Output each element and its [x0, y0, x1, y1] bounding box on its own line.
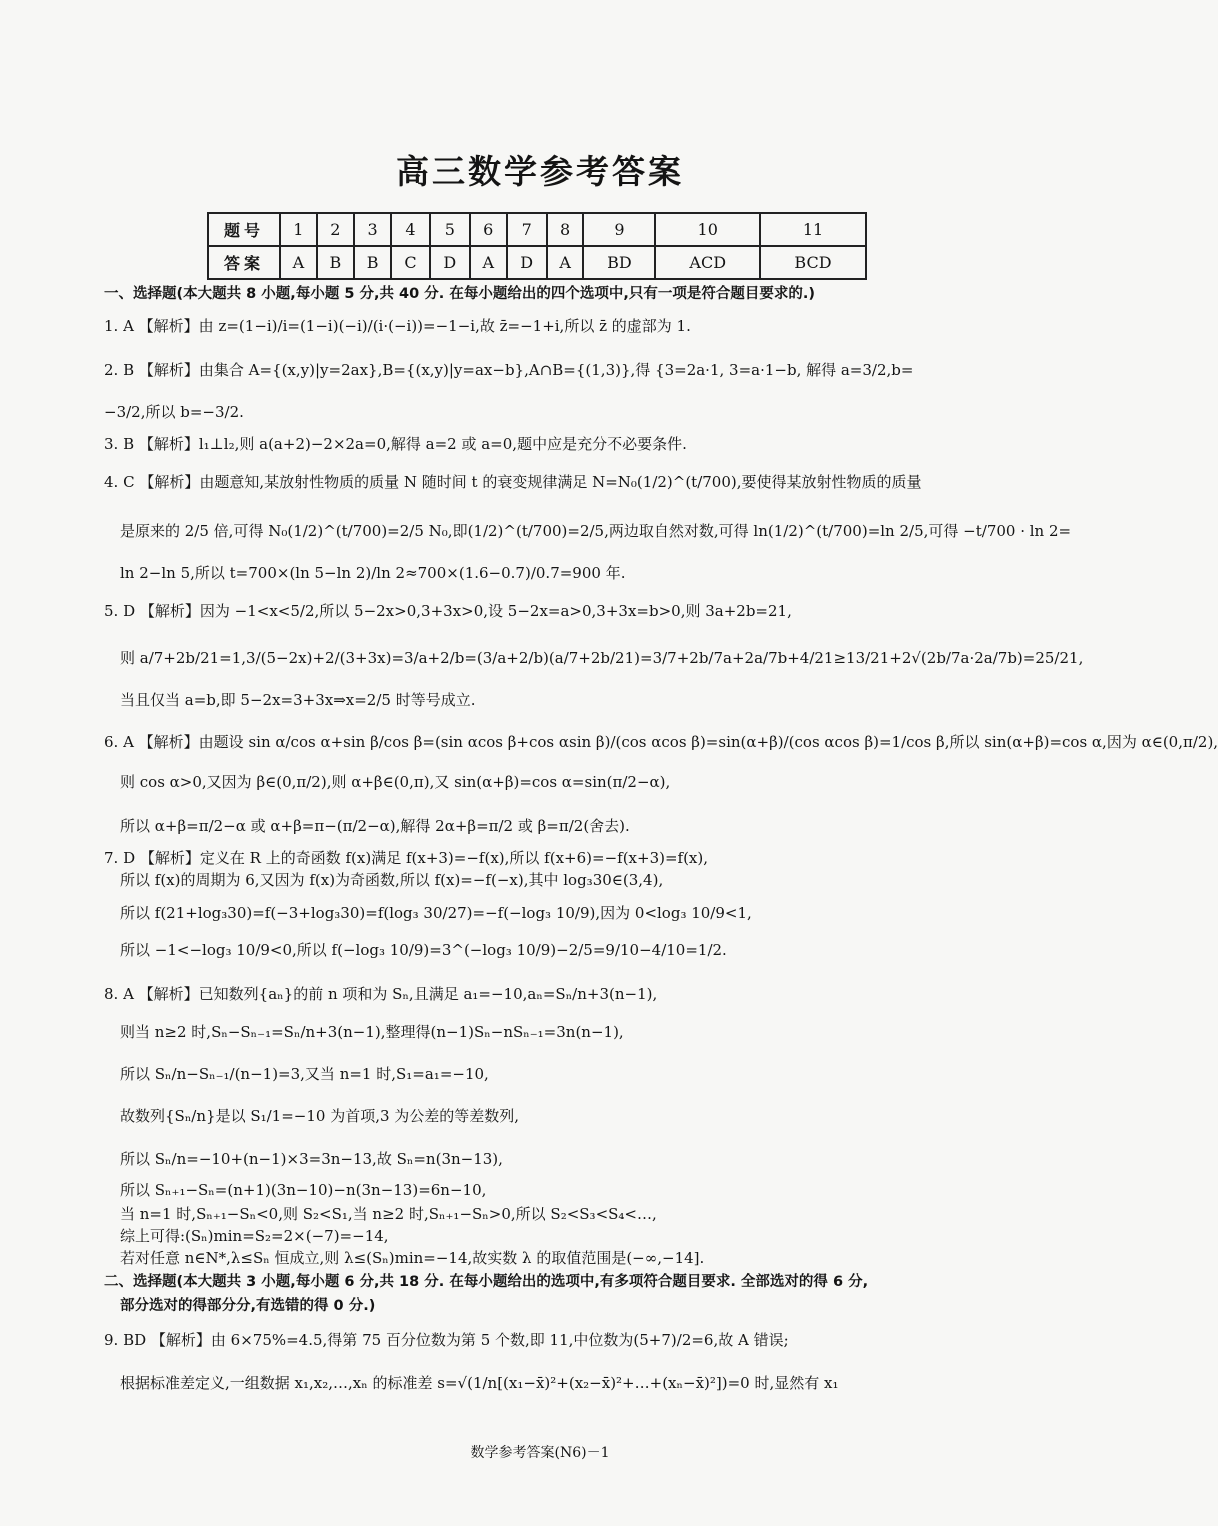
page-footer: 数学参考答案(N6)－1	[470, 1445, 610, 1461]
solution-line: 所以 f(21+log₃30)=f(−3+log₃30)=f(log₃ 30/27)=−f(−log₃ 10/9),因为 0<log₃ 10/9<1,	[120, 904, 752, 922]
question-number-header: 题号	[208, 213, 280, 246]
solution-line: 则当 n≥2 时,Sₙ−Sₙ₋₁=Sₙ/n+3(n−1),整理得(n−1)Sₙ−nSₙ₋₁=3n(n−1),	[120, 1023, 624, 1041]
question-number-cell: 11	[760, 213, 866, 246]
solution-line: 故数列{Sₙ/n}是以 S₁/1=−10 为首项,3 为公差的等差数列,	[120, 1107, 520, 1125]
solution-line: 4. C 【解析】由题意知,某放射性物质的质量 N 随时间 t 的衰变规律满足 N=N₀(1/2)^(t/700),要使得某放射性物质的质量	[104, 473, 922, 491]
section-heading-2-cont: 部分选对的得部分分,有选错的得 0 分.)	[120, 1298, 376, 1314]
solution-line: 是原来的 2/5 倍,可得 N₀(1/2)^(t/700)=2/5 N₀,即(1/2)^(t/700)=2/5,两边取自然对数,可得 ln(1/2)^(t/700)=ln 2/5,可得 −t/700 · ln 2=	[120, 522, 1072, 540]
solution-line: 若对任意 n∈N*,λ≤Sₙ 恒成立,则 λ≤(Sₙ)min=−14,故实数 λ 的取值范围是(−∞,−14].	[120, 1249, 705, 1267]
solution-line: 1. A 【解析】由 z=(1−i)/i=(1−i)(−i)/(i·(−i))=−1−i,故 z̄=−1+i,所以 z̄ 的虚部为 1.	[104, 317, 691, 335]
solution-line: 当且仅当 a=b,即 5−2x=3+3x⇒x=2/5 时等号成立.	[120, 691, 476, 709]
question-number-cell: 3	[354, 213, 391, 246]
answer-cell: A	[470, 246, 507, 279]
question-number-cell: 5	[430, 213, 470, 246]
question-number-cell: 4	[391, 213, 430, 246]
answer-cell: BCD	[760, 246, 866, 279]
answer-cell: A	[280, 246, 317, 279]
section-heading-2: 二、选择题(本大题共 3 小题,每小题 6 分,共 18 分. 在每小题给出的选项中,有多项符合题目要求. 全部选对的得 6 分,	[104, 1274, 869, 1290]
solution-line: 则 a/7+2b/21=1,3/(5−2x)+2/(3+3x)=3/a+2/b=(3/a+2/b)(a/7+2b/21)=3/7+2b/7a+2a/7b+4/21≥13/21+2√(2b/7a·2a/7b)=25/21,	[120, 649, 1084, 667]
answer-cell: D	[430, 246, 470, 279]
solution-line: 所以 f(x)的周期为 6,又因为 f(x)为奇函数,所以 f(x)=−f(−x),其中 log₃30∈(3,4),	[120, 871, 664, 889]
answer-cell: C	[391, 246, 430, 279]
solution-line: −3/2,所以 b=−3/2.	[104, 403, 244, 421]
section-heading-1: 一、选择题(本大题共 8 小题,每小题 5 分,共 40 分. 在每小题给出的四个选项中,只有一项是符合题目要求的.)	[104, 286, 815, 302]
answer-cell: BD	[583, 246, 655, 279]
answer-cell: A	[547, 246, 584, 279]
solution-line: 5. D 【解析】因为 −1<x<5/2,所以 5−2x>0,3+3x>0,设 5−2x=a>0,3+3x=b>0,则 3a+2b=21,	[104, 602, 792, 620]
solution-line: ln 2−ln 5,所以 t=700×(ln 5−ln 2)/ln 2≈700×(1.6−0.7)/0.7=900 年.	[120, 564, 626, 582]
solution-line: 6. A 【解析】由题设 sin α/cos α+sin β/cos β=(sin αcos β+cos αsin β)/(cos αcos β)=sin(α+β)/(cos αcos β)=1/cos β,所以 sin(α+β)=cos α,因为 α∈(0,π/2),	[104, 733, 1218, 751]
solution-line: 则 cos α>0,又因为 β∈(0,π/2),则 α+β∈(0,π),又 sin(α+β)=cos α=sin(π/2−α),	[120, 773, 671, 791]
solution-line: 8. A 【解析】已知数列{aₙ}的前 n 项和为 Sₙ,且满足 a₁=−10,aₙ=Sₙ/n+3(n−1),	[104, 985, 658, 1003]
solution-line: 所以 α+β=π/2−α 或 α+β=π−(π/2−α),解得 2α+β=π/2 或 β=π/2(舍去).	[120, 817, 630, 835]
answer-cell: ACD	[655, 246, 760, 279]
answer-table	[207, 212, 867, 280]
question-number-row	[208, 213, 866, 246]
solution-line: 7. D 【解析】定义在 R 上的奇函数 f(x)满足 f(x+3)=−f(x),所以 f(x+6)=−f(x+3)=f(x),	[104, 849, 709, 867]
question-number-cell: 10	[655, 213, 760, 246]
solution-line: 根据标准差定义,一组数据 x₁,x₂,…,xₙ 的标准差 s=√(1/n[(x₁−x̄)²+(x₂−x̄)²+…+(xₙ−x̄)²])=0 时,显然有 x₁	[120, 1374, 839, 1392]
page-title: 高三数学参考答案	[396, 152, 684, 191]
solution-line: 所以 Sₙ₊₁−Sₙ=(n+1)(3n−10)−n(3n−13)=6n−10,	[120, 1181, 487, 1199]
solution-line: 所以 −1<−log₃ 10/9<0,所以 f(−log₃ 10/9)=3^(−log₃ 10/9)−2/5=9/10−4/10=1/2.	[120, 941, 727, 959]
solution-line: 所以 Sₙ/n=−10+(n−1)×3=3n−13,故 Sₙ=n(3n−13),	[120, 1150, 503, 1168]
question-number-cell: 8	[547, 213, 584, 246]
question-number-cell: 7	[507, 213, 547, 246]
question-number-cell: 1	[280, 213, 317, 246]
solution-line: 9. BD 【解析】由 6×75%=4.5,得第 75 百分位数为第 5 个数,即 11,中位数为(5+7)/2=6,故 A 错误;	[104, 1331, 789, 1349]
question-number-cell: 6	[470, 213, 507, 246]
answer-row	[208, 246, 866, 279]
solution-line: 2. B 【解析】由集合 A={(x,y)|y=2ax},B={(x,y)|y=ax−b},A∩B={(1,3)},得 {3=2a·1, 3=a·1−b, 解得 a=3/2,b=	[104, 361, 914, 379]
answer-cell: B	[354, 246, 391, 279]
answer-cell: B	[317, 246, 354, 279]
solution-line: 所以 Sₙ/n−Sₙ₋₁/(n−1)=3,又当 n=1 时,S₁=a₁=−10,	[120, 1065, 489, 1083]
answer-header: 答案	[208, 246, 280, 279]
solution-line: 3. B 【解析】l₁⊥l₂,则 a(a+2)−2×2a=0,解得 a=2 或 a=0,题中应是充分不必要条件.	[104, 435, 687, 453]
question-number-cell: 2	[317, 213, 354, 246]
answer-cell: D	[507, 246, 547, 279]
question-number-cell: 9	[583, 213, 655, 246]
solution-line: 当 n=1 时,Sₙ₊₁−Sₙ<0,则 S₂<S₁,当 n≥2 时,Sₙ₊₁−Sₙ>0,所以 S₂<S₃<S₄<…,	[120, 1205, 657, 1223]
solution-line: 综上可得:(Sₙ)min=S₂=2×(−7)=−14,	[120, 1227, 389, 1245]
